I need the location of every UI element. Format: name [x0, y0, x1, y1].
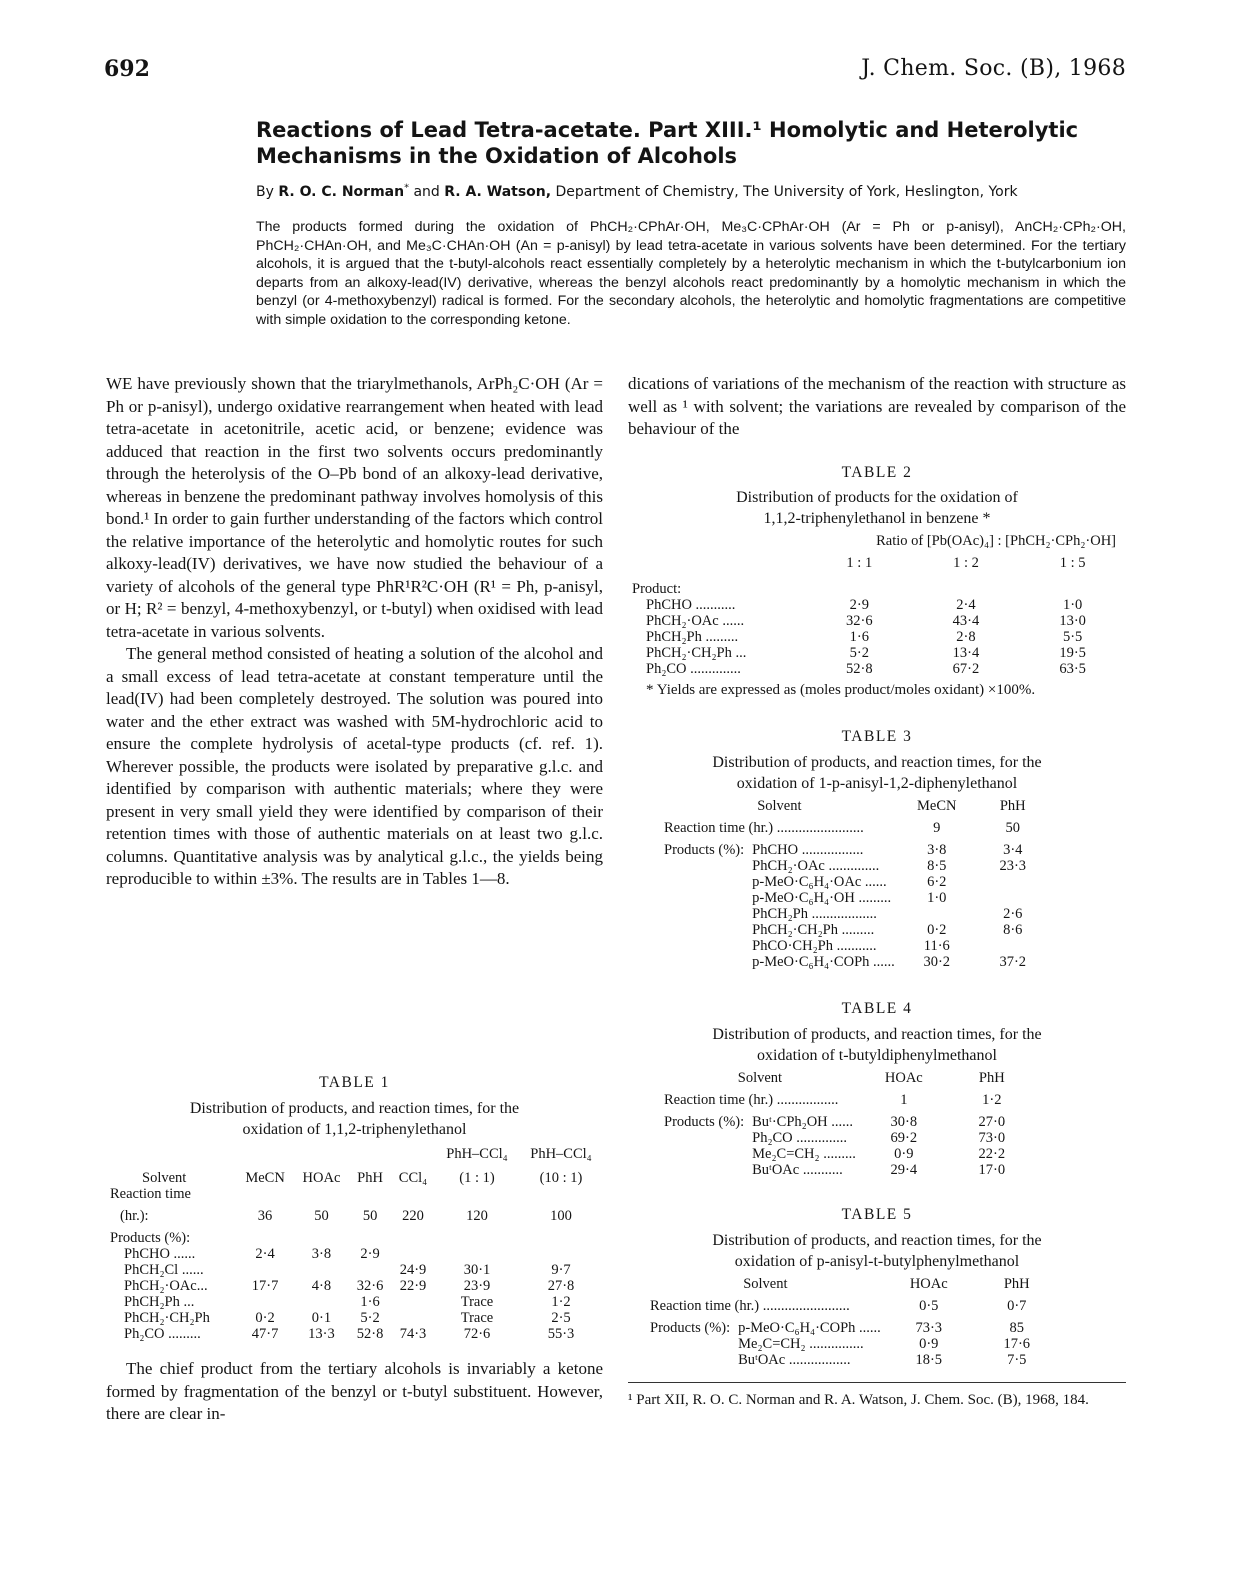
table-cell: 1·2: [982, 1092, 1002, 1108]
body-paragraph-4: dications of variations of the mechanism of the reaction with structure as well as ¹ with solvent; the variations are revealed by comparison of the behaviour of the: [628, 374, 1126, 438]
body-paragraph-2: The general method consisted of heating a solution of the alcohol and a small excess of lead tetra-acetate at constant temperature until the lead(IV) had been completely destroyed. The solution was poured into water and the ether extract was washed with 5M-hydrochloric acid to ensure the complete hydrolysis of acetal-type products (cf. ref. 1). Wherever possible, the products were isolated by preparative g.l.c. and identified by comparison with authentic materials; where they were present in very small yield they were identified by comparison of their retention times with those of authentic materials on at least two g.l.c. columns. Quantitative analysis was by analytical g.l.c., the yields being reproducible to within ±3%. The results are in Tables 1—8.: [106, 644, 603, 888]
table-cell: 3·8: [927, 842, 947, 858]
table-5-grid: [646, 1276, 1061, 1368]
table-3-caption: [628, 752, 1126, 794]
table-1-grid: [106, 1146, 603, 1342]
table-cell: [975, 890, 1051, 906]
table-1-products-label: Products (%):: [110, 1230, 191, 1246]
table-1-row-label: PhCH₂Ph ...: [124, 1294, 195, 1310]
table-cell: 0·2: [255, 1310, 275, 1326]
table-4-col-1: HOAc: [884, 1070, 923, 1086]
byline-and: and: [413, 184, 440, 200]
table-1-row-label: PhCH₂Cl ......: [124, 1262, 204, 1278]
table-row: [660, 1146, 1036, 1162]
table-3-grid: [660, 798, 1051, 970]
table-cell: 1·0: [1062, 597, 1083, 613]
table-cell: Trace: [460, 1294, 494, 1310]
table-3-label: TABLE 3: [841, 728, 913, 745]
table-cell: 37·2: [999, 954, 1027, 970]
table-cell: 73·0: [978, 1130, 1006, 1146]
table-1-col-6-top: PhH–CCl₄: [530, 1146, 592, 1162]
table-cell: 17·0: [978, 1162, 1006, 1178]
article-title: Reactions of Lead Tetra-acetate. Part XIII.¹ Homolytic and Heterolytic Mechanisms in the Oxidation of Alcohols: [256, 118, 1079, 168]
table-3-row-label: PhCH₂·CH₂Ph .........: [752, 922, 875, 938]
table-row: [628, 533, 1126, 549]
table-cell: 1·0: [927, 890, 947, 906]
table-cell: 0·1: [311, 1310, 332, 1326]
table-row: [660, 836, 1051, 858]
table-4-grid: [660, 1070, 1036, 1178]
table-2-footnote: * Yields are expressed as (moles product/moles oxidant) ×100%.: [646, 682, 1036, 698]
table-cell: [294, 1262, 349, 1278]
right-column-top: [628, 373, 1126, 441]
body-paragraph-3: The chief product from the tertiary alcohols is invariably a ketone formed by fragmentation of the benzyl or t-butyl substituent. However, there are clear in-: [106, 1359, 603, 1423]
table-cell: 1·2: [551, 1294, 571, 1310]
table-row: [106, 1202, 603, 1224]
table-cell: [391, 1310, 435, 1326]
table-row: [628, 661, 1126, 677]
table-cell: 2·5: [551, 1310, 571, 1326]
table-row: [660, 814, 1051, 836]
table-3: [628, 728, 1126, 970]
table-cell: 2·4: [956, 597, 976, 613]
table-row: [628, 571, 1126, 597]
table-cell: 5·2: [849, 645, 869, 661]
table-cell: 0·7: [1007, 1298, 1027, 1314]
table-cell: [435, 1246, 519, 1262]
table-4-row-label: Buᵗ·CPh₂OH ......: [752, 1114, 854, 1130]
table-3-row-label: p-MeO·C₆H₄·OAc ......: [752, 874, 887, 890]
footnote-rule: [628, 1382, 1126, 1383]
table-cell: [391, 1246, 435, 1262]
table-1-label: TABLE 1: [319, 1074, 390, 1091]
table-cell: 23·3: [999, 858, 1027, 874]
table-row: [628, 629, 1126, 645]
table-4: [628, 1000, 1126, 1178]
table-cell: [391, 1294, 435, 1310]
table-4-caption-line-1: Distribution of products, and reaction times, for the: [712, 1026, 1042, 1043]
table-row: [660, 1130, 1036, 1146]
table-cell: 100: [550, 1208, 572, 1224]
table-cell: 0·5: [919, 1298, 939, 1314]
table-cell: 9·7: [551, 1262, 571, 1278]
table-cell: 6·2: [927, 874, 947, 890]
table-5: [628, 1206, 1126, 1368]
table-2-col-1: 1 : 1: [846, 555, 873, 571]
table-cell: 73·3: [915, 1320, 943, 1336]
table-cell: 1·6: [360, 1294, 380, 1310]
table-cell: 17·7: [251, 1278, 279, 1294]
table-cell: 1·6: [849, 629, 869, 645]
table-5-row-label: Me₂C=CH₂ ...............: [738, 1336, 864, 1352]
table-cell: 1: [900, 1092, 908, 1108]
abstract: The products formed during the oxidation of PhCH₂·CPhAr·OH, Me₃C·CPhAr·OH (Ar = Ph or p-anisyl), AnCH₂·CPh₂·OH, PhCH₂·CHAn·OH, and Me₃C·CHAn·OH (An = p-anisyl) by lead tetra-acetate in various solvents have been determined. For the tertiary alcohols, it is argued that the t-butyl-alcohols react essentially completely by a heterolytic mechanism in which the t-butylcarbonium ion departs from an alkoxy-lead(IV) derivative, whereas the benzyl alcohols react predominantly by a homolytic mechanism in which the benzyl (or 4-methoxybenzyl) radical is formed. For the secondary alcohols, the heterolytic and homolytic fragmentations are competitive with simple oxidation to the corresponding ketone.: [256, 219, 1126, 328]
footnote-ref-1: ¹ Part XII, R. O. C. Norman and R. A. Watson, J. Chem. Soc. (B), 1968, 184.: [628, 1392, 1089, 1408]
table-cell: 22·9: [399, 1278, 427, 1294]
table-cell: 7·5: [1007, 1352, 1027, 1368]
table-cell: 19·5: [1059, 645, 1086, 661]
page-number: 692: [104, 56, 150, 82]
table-cell: [519, 1246, 603, 1262]
author-2: R. A. Watson,: [444, 184, 552, 200]
table-4-products-label: Products (%):: [664, 1114, 745, 1130]
table-row: [646, 1276, 1061, 1292]
table-4-solvent-header: Solvent: [737, 1070, 783, 1086]
table-row: [628, 645, 1126, 661]
table-cell: 0·9: [919, 1336, 939, 1352]
table-cell: [236, 1262, 293, 1278]
table-4-row-label: Ph₂CO ..............: [752, 1130, 848, 1146]
table-cell: [899, 906, 975, 922]
table-2-caption-line-1: Distribution of products for the oxidation of: [736, 489, 1018, 506]
table-cell: [349, 1262, 391, 1278]
table-1-row-label: PhCH₂·CH₂Ph: [124, 1310, 210, 1326]
table-row: [106, 1278, 603, 1294]
table-4-label: TABLE 4: [841, 1000, 913, 1017]
table-1-solvent-header: Solvent: [142, 1170, 187, 1186]
table-cell: 22·2: [978, 1146, 1006, 1162]
table-cell: 2·9: [360, 1246, 380, 1262]
table-cell: 120: [466, 1208, 488, 1224]
table-4-row-label: Me₂C=CH₂ .........: [752, 1146, 856, 1162]
table-1-row-label: PhCHO ......: [124, 1246, 196, 1262]
table-cell: [975, 938, 1051, 954]
table-3-row-label: PhCHO .................: [752, 842, 864, 858]
table-row: [106, 1246, 603, 1262]
table-cell: 30·2: [923, 954, 951, 970]
table-row: [106, 1294, 603, 1310]
table-2-ratio-label: Ratio of [Pb(OAc)₄] : [PhCH₂·CPh₂·OH]: [876, 533, 1116, 549]
table-cell: 27·0: [978, 1114, 1006, 1130]
table-cell: 24·9: [399, 1262, 427, 1278]
table-cell: 3·8: [311, 1246, 332, 1262]
table-cell: 9: [933, 820, 941, 836]
table-3-products-label: Products (%):: [664, 842, 745, 858]
table-row: [660, 922, 1051, 938]
table-cell: 4·8: [311, 1278, 332, 1294]
table-row: [660, 906, 1051, 922]
table-cell: 36: [257, 1208, 273, 1224]
left-column-bottom: [106, 1358, 603, 1426]
table-cell: 85: [1009, 1320, 1025, 1336]
table-1-col-5: (1 : 1): [459, 1170, 495, 1186]
table-2-row-label: PhCHO ...........: [646, 597, 736, 613]
table-row: [660, 1086, 1036, 1108]
table-cell: 50: [1005, 820, 1021, 836]
table-row: [106, 1310, 603, 1326]
table-cell: 23·9: [463, 1278, 491, 1294]
table-cell: 2·6: [1003, 906, 1023, 922]
table-cell: 67·2: [952, 661, 980, 677]
table-row: [660, 1108, 1036, 1130]
table-row: [646, 1352, 1061, 1368]
journal-citation: J. Chem. Soc. (B), 1968: [861, 56, 1126, 81]
table-2-row-label: PhCH₂Ph .........: [646, 629, 739, 645]
table-row: [646, 1292, 1061, 1314]
table-cell: 69·2: [890, 1130, 918, 1146]
table-cell: 11·6: [923, 938, 950, 954]
table-cell: 52·8: [356, 1326, 384, 1342]
table-2-caption: [628, 487, 1126, 529]
table-2-col-3: 1 : 5: [1059, 555, 1086, 571]
table-2-row-label: PhCH₂·OAc ......: [646, 613, 745, 629]
table-row: [106, 1146, 603, 1162]
table-5-solvent-header: Solvent: [743, 1276, 788, 1292]
table-1-col-2: HOAc: [302, 1170, 341, 1186]
table-row: [628, 613, 1126, 629]
table-1-time-label: Reaction time: [110, 1186, 191, 1202]
table-row: [660, 858, 1051, 874]
affiliation: Department of Chemistry, The University of York, Heslington, York: [555, 184, 1018, 200]
table-cell: 29·4: [890, 1162, 918, 1178]
table-row: [646, 1314, 1061, 1336]
table-5-caption-line-2: oxidation of p-anisyl-t-butylphenylmethanol: [734, 1253, 1020, 1270]
table-cell: 8·5: [927, 858, 947, 874]
table-1: [106, 1074, 603, 1342]
table-5-caption-line-1: Distribution of products, and reaction times, for the: [712, 1232, 1042, 1249]
table-cell: 72·6: [463, 1326, 491, 1342]
table-cell: 5·2: [360, 1310, 380, 1326]
table-2-row-label: PhCH₂·CH₂Ph ...: [646, 645, 747, 661]
table-row: [660, 938, 1051, 954]
table-3-caption-line-2: oxidation of 1-p-anisyl-1,2-diphenylethanol: [736, 775, 1018, 792]
table-cell: 18·5: [915, 1352, 943, 1368]
table-1-caption-line-1: Distribution of products, and reaction times, for the: [189, 1100, 520, 1117]
table-cell: 32·6: [356, 1278, 384, 1294]
table-3-row-label: p-MeO·C₆H₄·OH .........: [752, 890, 892, 906]
table-row: [660, 1070, 1036, 1086]
table-row: [660, 954, 1051, 970]
table-cell: 50: [314, 1208, 329, 1224]
left-column-top: [106, 373, 603, 891]
table-cell: 0·2: [927, 922, 947, 938]
table-cell: 220: [402, 1208, 424, 1224]
table-2-caption-line-2: 1,1,2-triphenylethanol in benzene *: [763, 510, 991, 527]
table-5-products-label: Products (%):: [650, 1320, 731, 1336]
table-3-row-label: p-MeO·C₆H₄·COPh ......: [752, 954, 895, 970]
table-cell: 2·4: [255, 1246, 275, 1262]
table-cell: 8·6: [1003, 922, 1023, 938]
byline: [256, 184, 1136, 200]
body-paragraph-1: WE have previously shown that the triarylmethanols, ArPh₂C·OH (Ar = Ph or p-anisyl), undergo oxidative rearrangement when heated with lead tetra-acetate in acetonitrile, acetic acid, or benzene; evidence was adduced that reaction in the first two solvents occurs predominantly through the heterolysis of the O–Pb bond of an alkoxy-lead derivative, whereas in benzene the predominant pathway involves homolysis of this bond.¹ In order to gain further understanding of the factors which control the relative importance of the heterolytic and homolytic routes for such alkoxy-lead(IV) derivatives, we have now studied the behaviour of a variety of alcohols of the general type PhR¹R²C·OH (R¹ = Ph, p-anisyl, or H; R² = benzyl, 4-methoxybenzyl, or t-butyl) when oxidised with lead tetra-acetate in various solvents.: [106, 374, 603, 641]
table-cell: 2·9: [849, 597, 869, 613]
table-cell: 13·3: [308, 1326, 335, 1342]
table-4-row-label: BuᵗOAc ...........: [752, 1162, 843, 1178]
table-2-col-2: 1 : 2: [953, 555, 979, 571]
table-3-caption-line-1: Distribution of products, and reaction times, for the: [712, 754, 1042, 771]
table-5-col-2: PhH: [1003, 1276, 1030, 1292]
table-2-grid: [628, 533, 1126, 677]
table-2: [628, 464, 1126, 699]
table-row: [106, 1326, 603, 1342]
table-3-row-label: PhCH₂·OAc ..............: [752, 858, 880, 874]
table-2-product-label: Product:: [632, 581, 682, 597]
table-5-row-label: p-MeO·C₆H₄·COPh ......: [738, 1320, 881, 1336]
table-1-caption: [106, 1098, 603, 1140]
table-1-col-5-top: PhH–CCl₄: [446, 1146, 508, 1162]
table-4-col-2: PhH: [978, 1070, 1005, 1086]
table-row: [628, 549, 1126, 571]
table-cell: 74·3: [399, 1326, 427, 1342]
table-cell: 13·4: [952, 645, 980, 661]
table-cell: 30·1: [463, 1262, 491, 1278]
table-cell: 55·3: [547, 1326, 575, 1342]
table-cell: 32·6: [846, 613, 873, 629]
table-row: [660, 1162, 1036, 1178]
table-3-solvent-header: Solvent: [757, 798, 802, 814]
table-cell: 43·4: [952, 613, 980, 629]
table-3-col-2: PhH: [999, 798, 1026, 814]
table-cell: 47·7: [251, 1326, 279, 1342]
corresponding-mark: *: [404, 182, 409, 194]
table-1-col-6: (10 : 1): [539, 1170, 583, 1186]
table-cell: 30·8: [890, 1114, 918, 1130]
table-cell: 13·0: [1059, 613, 1086, 629]
table-4-caption: [628, 1024, 1126, 1066]
table-cell: 50: [362, 1208, 378, 1224]
table-cell: [294, 1294, 349, 1310]
table-row: [106, 1162, 603, 1186]
table-cell: 52·8: [846, 661, 873, 677]
table-5-caption: [628, 1230, 1126, 1272]
table-1-row-label: Ph₂CO .........: [124, 1326, 201, 1342]
table-row: [660, 890, 1051, 906]
table-cell: 2·8: [956, 629, 976, 645]
table-2-label: TABLE 2: [841, 464, 913, 481]
table-cell: 5·5: [1062, 629, 1083, 645]
table-3-time-label: Reaction time (hr.) ........................: [664, 820, 864, 836]
table-4-caption-line-2: oxidation of t-butyldiphenylmethanol: [757, 1047, 997, 1064]
table-3-row-label: PhCO·CH₂Ph ...........: [752, 938, 877, 954]
author-1: R. O. C. Norman: [278, 184, 405, 200]
table-cell: 27·8: [547, 1278, 575, 1294]
table-1-caption-line-2: oxidation of 1,1,2-triphenylethanol: [242, 1121, 467, 1138]
table-1-row-label: PhCH₂·OAc...: [124, 1278, 208, 1294]
table-cell: 17·6: [1003, 1336, 1031, 1352]
table-5-row-label: BuᵗOAc .................: [738, 1352, 851, 1368]
table-5-label: TABLE 5: [841, 1206, 913, 1223]
table-cell: [975, 874, 1051, 890]
table-3-row-label: PhCH₂Ph ..................: [752, 906, 877, 922]
table-row: [106, 1186, 603, 1202]
table-cell: Trace: [460, 1310, 494, 1326]
table-1-col-4: CCl₄: [398, 1170, 428, 1186]
table-cell: 3·4: [1003, 842, 1023, 858]
table-5-col-1: HOAc: [909, 1276, 948, 1292]
table-row: [646, 1336, 1061, 1352]
table-row: [628, 597, 1126, 613]
table-1-time-label-2: (hr.):: [120, 1208, 149, 1224]
table-cell: 0·9: [894, 1146, 914, 1162]
table-3-col-1: MeCN: [917, 798, 957, 814]
table-row: [660, 798, 1051, 814]
byline-prefix: By: [256, 184, 274, 200]
table-1-col-1: MeCN: [245, 1170, 285, 1186]
table-row: [660, 874, 1051, 890]
table-row: [106, 1224, 603, 1246]
table-cell: [236, 1294, 293, 1310]
table-4-time-label: Reaction time (hr.) .................: [664, 1092, 839, 1108]
table-row: [106, 1262, 603, 1278]
table-5-time-label: Reaction time (hr.) ........................: [650, 1298, 850, 1314]
table-1-col-3: PhH: [357, 1170, 383, 1186]
table-cell: 63·5: [1059, 661, 1086, 677]
table-2-row-label: Ph₂CO ..............: [646, 661, 741, 677]
